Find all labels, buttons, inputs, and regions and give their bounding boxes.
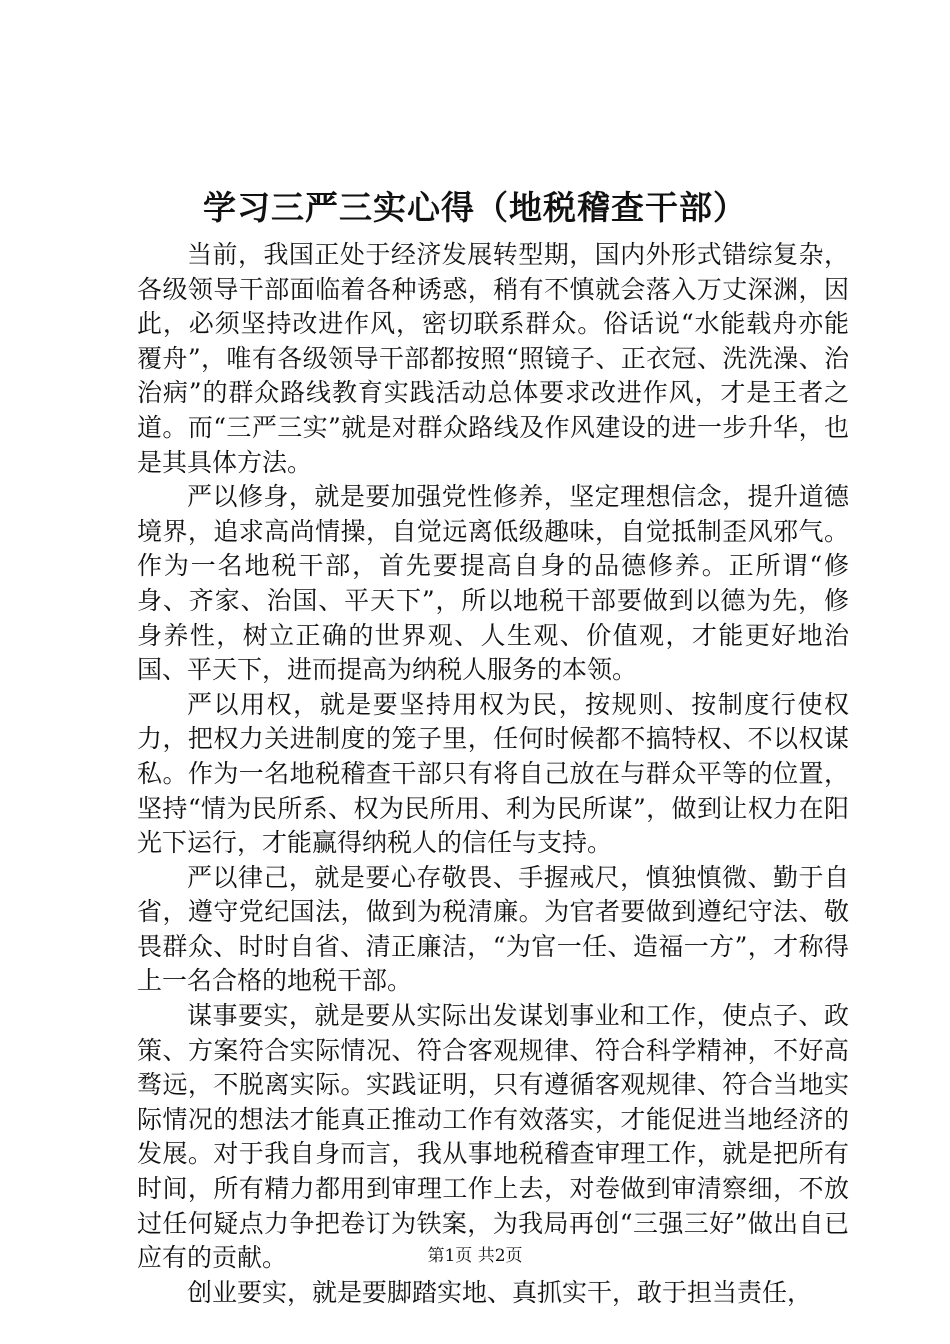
paragraph-self-discipline: 严以律己，就是要心存敬畏、手握戒尺，慎独慎微、勤于自省，遵守党纪国法，做到为税清廉。为官者要做到遵纪守法、敬畏群众、时时自省、清正廉洁，“为官一任、造福一方”，才称得上一名合格的地税干部。: [137, 862, 849, 996]
paragraph-intro: 当前，我国正处于经济发展转型期，国内外形式错综复杂，各级领导干部面临着各种诱惑，稍有不慎就会落入万丈深渊，因此，必须坚持改进作风，密切联系群众。俗话说“水能载舟亦能覆舟”，唯有各级领导干部都按照“照镜子、正衣冠、洗洗澡、治治病”的群众路线教育实践活动总体要求改进作风，才是王者之道。而“三严三实”就是对群众路线及作风建设的进一步升华，也是其具体方法。: [137, 240, 849, 477]
paragraph-practical-planning: 谋事要实，就是要从实际出发谋划事业和工作，使点子、政策、方案符合实际情况、符合客观规律、符合科学精神，不好高骛远，不脱离实际。实践证明，只有遵循客观规律、符合当地实际情况的想法才能真正推动工作有效落实，才能促进当地经济的发展。对于我自身而言，我从事地税稽查审理工作，就是把所有时间，所有精力都用到审理工作上去，对卷做到审清察细，不放过任何疑点力争把卷订为铁案，为我局再创“三强三好”做出自已应有的贡献。: [137, 1001, 849, 1273]
document-body: [137, 238, 849, 1310]
paragraph-self-cultivation: 严以修身，就是要加强党性修养，坚定理想信念，提升道德境界，追求高尚情操，自觉远离低级趣味，自觉抵制歪风邪气。作为一名地税干部，首先要提高自身的品德修养。正所谓“修身、齐家、治国、平天下”，所以地税干部要做到以德为先，修身养性，树立正确的世界观、人生观、价值观，才能更好地治国、平天下，进而提高为纳税人服务的本领。: [137, 482, 849, 685]
page-number-footer: 第1页 共2页: [427, 1246, 523, 1266]
document-title: 学习三严三实心得（地税稽查干部）: [203, 188, 747, 227]
paragraph-use-of-power: 严以用权，就是要坚持用权为民，按规则、按制度行使权力，把权力关进制度的笼子里，任何时候都不搞特权、不以权谋私。作为一名地税稽查干部只有将自己放在与群众平等的位置，坚持“情为民所系、权为民所用、利为民所谋”，做到让权力在阳光下运行，才能赢得纳税人的信任与支持。: [137, 689, 849, 858]
paragraph-practical-work: 创业要实，就是要脚踏实地、真抓实干，敢于担当责任，: [187, 1277, 813, 1307]
